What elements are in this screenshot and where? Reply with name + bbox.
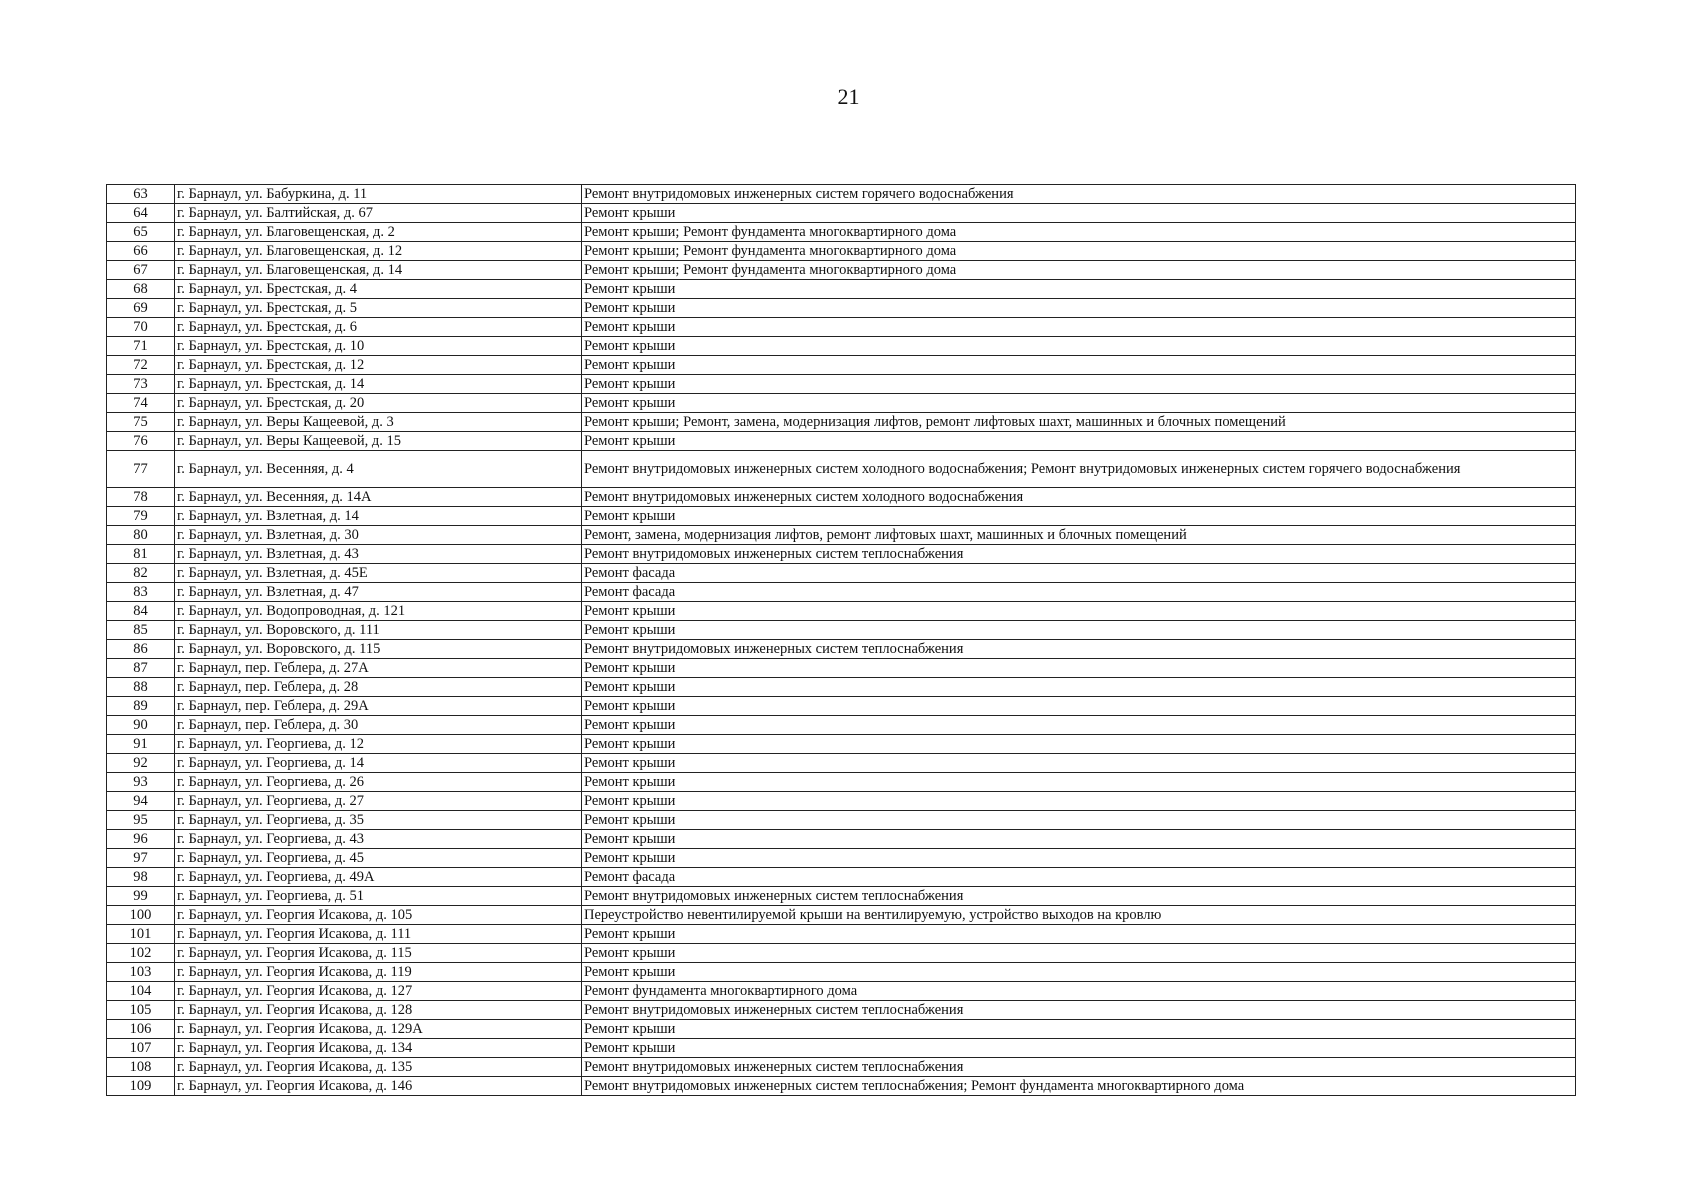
row-address: г. Барнаул, ул. Георгиева, д. 12 [175, 735, 582, 754]
table-row [107, 545, 1576, 564]
row-address: г. Барнаул, ул. Георгия Исакова, д. 127 [175, 982, 582, 1001]
table-row [107, 394, 1576, 413]
repair-register-table [106, 184, 1576, 1096]
row-work-type: Ремонт крыши [582, 754, 1576, 773]
table-row [107, 925, 1576, 944]
row-work-type: Ремонт крыши [582, 830, 1576, 849]
table-row [107, 337, 1576, 356]
row-address: г. Барнаул, ул. Веры Кащеевой, д. 15 [175, 432, 582, 451]
row-number: 103 [107, 963, 175, 982]
row-number: 88 [107, 678, 175, 697]
table-row [107, 1020, 1576, 1039]
row-address: г. Барнаул, ул. Георгиева, д. 43 [175, 830, 582, 849]
table-row [107, 602, 1576, 621]
row-work-type: Ремонт внутридомовых инженерных систем холодного водоснабжения; Ремонт внутридомовых инженерных систем горячего водоснабжения [582, 451, 1576, 488]
table-row [107, 564, 1576, 583]
table-row [107, 451, 1576, 488]
row-number: 72 [107, 356, 175, 375]
row-number: 89 [107, 697, 175, 716]
table-row [107, 280, 1576, 299]
row-work-type: Ремонт внутридомовых инженерных систем теплоснабжения [582, 640, 1576, 659]
row-number: 108 [107, 1058, 175, 1077]
table-row [107, 242, 1576, 261]
table-row [107, 204, 1576, 223]
row-number: 85 [107, 621, 175, 640]
table-body [107, 185, 1576, 1096]
row-number: 87 [107, 659, 175, 678]
row-number: 81 [107, 545, 175, 564]
row-address: г. Барнаул, ул. Георгиева, д. 14 [175, 754, 582, 773]
row-number: 96 [107, 830, 175, 849]
row-number: 102 [107, 944, 175, 963]
row-address: г. Барнаул, ул. Взлетная, д. 30 [175, 526, 582, 545]
row-address: г. Барнаул, ул. Георгия Исакова, д. 129А [175, 1020, 582, 1039]
row-address: г. Барнаул, ул. Балтийская, д. 67 [175, 204, 582, 223]
row-address: г. Барнаул, ул. Брестская, д. 12 [175, 356, 582, 375]
table-row [107, 1001, 1576, 1020]
row-address: г. Барнаул, пер. Геблера, д. 27А [175, 659, 582, 678]
row-address: г. Барнаул, ул. Георгиева, д. 45 [175, 849, 582, 868]
row-work-type: Ремонт внутридомовых инженерных систем холодного водоснабжения [582, 488, 1576, 507]
row-address: г. Барнаул, ул. Георгия Исакова, д. 119 [175, 963, 582, 982]
row-number: 107 [107, 1039, 175, 1058]
row-work-type: Ремонт крыши [582, 375, 1576, 394]
row-number: 65 [107, 223, 175, 242]
table-row [107, 849, 1576, 868]
row-address: г. Барнаул, ул. Брестская, д. 5 [175, 299, 582, 318]
row-number: 79 [107, 507, 175, 526]
table-row [107, 318, 1576, 337]
table-row [107, 944, 1576, 963]
table-row [107, 811, 1576, 830]
table-row [107, 526, 1576, 545]
row-address: г. Барнаул, ул. Взлетная, д. 47 [175, 583, 582, 602]
table-row [107, 963, 1576, 982]
row-work-type: Ремонт крыши [582, 697, 1576, 716]
row-number: 75 [107, 413, 175, 432]
table-row [107, 1077, 1576, 1096]
table-row [107, 659, 1576, 678]
row-number: 109 [107, 1077, 175, 1096]
row-address: г. Барнаул, пер. Геблера, д. 30 [175, 716, 582, 735]
table-row [107, 868, 1576, 887]
table-row [107, 887, 1576, 906]
row-address: г. Барнаул, ул. Георгия Исакова, д. 115 [175, 944, 582, 963]
row-number: 105 [107, 1001, 175, 1020]
row-work-type: Ремонт крыши [582, 602, 1576, 621]
table-row [107, 982, 1576, 1001]
row-number: 66 [107, 242, 175, 261]
row-number: 70 [107, 318, 175, 337]
row-work-type: Переустройство невентилируемой крыши на вентилируемую, устройство выходов на кровлю [582, 906, 1576, 925]
row-number: 106 [107, 1020, 175, 1039]
row-number: 98 [107, 868, 175, 887]
row-address: г. Барнаул, ул. Георгия Исакова, д. 128 [175, 1001, 582, 1020]
row-work-type: Ремонт крыши [582, 318, 1576, 337]
row-work-type: Ремонт внутридомовых инженерных систем теплоснабжения [582, 1058, 1576, 1077]
row-address: г. Барнаул, ул. Взлетная, д. 45Е [175, 564, 582, 583]
table-row [107, 299, 1576, 318]
row-address: г. Барнаул, ул. Весенняя, д. 14А [175, 488, 582, 507]
row-work-type: Ремонт крыши [582, 773, 1576, 792]
row-number: 99 [107, 887, 175, 906]
row-address: г. Барнаул, ул. Брестская, д. 14 [175, 375, 582, 394]
row-address: г. Барнаул, пер. Геблера, д. 29А [175, 697, 582, 716]
row-number: 69 [107, 299, 175, 318]
row-number: 71 [107, 337, 175, 356]
row-work-type: Ремонт внутридомовых инженерных систем теплоснабжения [582, 887, 1576, 906]
row-address: г. Барнаул, ул. Георгия Исакова, д. 105 [175, 906, 582, 925]
row-number: 104 [107, 982, 175, 1001]
row-number: 97 [107, 849, 175, 868]
row-address: г. Барнаул, ул. Георгия Исакова, д. 134 [175, 1039, 582, 1058]
table-row [107, 261, 1576, 280]
row-address: г. Барнаул, ул. Веры Кащеевой, д. 3 [175, 413, 582, 432]
table-row [107, 773, 1576, 792]
row-work-type: Ремонт фасада [582, 868, 1576, 887]
table-row [107, 488, 1576, 507]
row-number: 77 [107, 451, 175, 488]
row-address: г. Барнаул, ул. Благовещенская, д. 12 [175, 242, 582, 261]
table-row [107, 716, 1576, 735]
row-work-type: Ремонт крыши [582, 621, 1576, 640]
row-number: 82 [107, 564, 175, 583]
row-number: 67 [107, 261, 175, 280]
row-work-type: Ремонт внутридомовых инженерных систем теплоснабжения [582, 1001, 1576, 1020]
row-number: 100 [107, 906, 175, 925]
row-work-type: Ремонт фасада [582, 564, 1576, 583]
row-number: 68 [107, 280, 175, 299]
row-work-type: Ремонт крыши [582, 963, 1576, 982]
table-row [107, 583, 1576, 602]
row-work-type: Ремонт крыши [582, 792, 1576, 811]
row-address: г. Барнаул, ул. Благовещенская, д. 2 [175, 223, 582, 242]
row-work-type: Ремонт крыши; Ремонт, замена, модернизация лифтов, ремонт лифтовых шахт, машинных и блочных помещений [582, 413, 1576, 432]
table-row [107, 185, 1576, 204]
row-address: г. Барнаул, ул. Георгиева, д. 27 [175, 792, 582, 811]
table-row [107, 830, 1576, 849]
table-row [107, 792, 1576, 811]
table-row [107, 754, 1576, 773]
row-address: г. Барнаул, ул. Брестская, д. 4 [175, 280, 582, 299]
row-work-type: Ремонт крыши; Ремонт фундамента многоквартирного дома [582, 223, 1576, 242]
table-row [107, 1058, 1576, 1077]
table-row [107, 223, 1576, 242]
row-address: г. Барнаул, ул. Георгия Исакова, д. 135 [175, 1058, 582, 1077]
table-row [107, 432, 1576, 451]
row-work-type: Ремонт крыши [582, 735, 1576, 754]
row-work-type: Ремонт крыши [582, 394, 1576, 413]
row-address: г. Барнаул, ул. Брестская, д. 6 [175, 318, 582, 337]
row-address: г. Барнаул, ул. Весенняя, д. 4 [175, 451, 582, 488]
row-work-type: Ремонт крыши [582, 716, 1576, 735]
row-work-type: Ремонт крыши [582, 280, 1576, 299]
row-number: 94 [107, 792, 175, 811]
row-work-type: Ремонт внутридомовых инженерных систем теплоснабжения; Ремонт фундамента многоквартирного дома [582, 1077, 1576, 1096]
row-work-type: Ремонт фасада [582, 583, 1576, 602]
row-address: г. Барнаул, ул. Водопроводная, д. 121 [175, 602, 582, 621]
table-row [107, 621, 1576, 640]
row-address: г. Барнаул, ул. Георгия Исакова, д. 146 [175, 1077, 582, 1096]
page-number: 21 [837, 84, 860, 109]
row-address: г. Барнаул, ул. Брестская, д. 20 [175, 394, 582, 413]
row-work-type: Ремонт фундамента многоквартирного дома [582, 982, 1576, 1001]
row-work-type: Ремонт крыши [582, 337, 1576, 356]
row-work-type: Ремонт крыши [582, 944, 1576, 963]
row-address: г. Барнаул, ул. Бабуркина, д. 11 [175, 185, 582, 204]
row-number: 84 [107, 602, 175, 621]
row-address: г. Барнаул, ул. Георгиева, д. 35 [175, 811, 582, 830]
table-row [107, 735, 1576, 754]
table-row [107, 507, 1576, 526]
row-address: г. Барнаул, ул. Георгиева, д. 51 [175, 887, 582, 906]
row-address: г. Барнаул, ул. Георгиева, д. 49А [175, 868, 582, 887]
row-number: 78 [107, 488, 175, 507]
row-work-type: Ремонт крыши; Ремонт фундамента многоквартирного дома [582, 242, 1576, 261]
row-work-type: Ремонт крыши [582, 356, 1576, 375]
row-address: г. Барнаул, пер. Геблера, д. 28 [175, 678, 582, 697]
row-work-type: Ремонт внутридомовых инженерных систем горячего водоснабжения [582, 185, 1576, 204]
row-number: 91 [107, 735, 175, 754]
row-address: г. Барнаул, ул. Георгия Исакова, д. 111 [175, 925, 582, 944]
row-work-type: Ремонт крыши [582, 659, 1576, 678]
row-number: 74 [107, 394, 175, 413]
row-number: 95 [107, 811, 175, 830]
row-number: 83 [107, 583, 175, 602]
row-work-type: Ремонт крыши; Ремонт фундамента многоквартирного дома [582, 261, 1576, 280]
row-work-type: Ремонт крыши [582, 678, 1576, 697]
row-number: 63 [107, 185, 175, 204]
row-number: 92 [107, 754, 175, 773]
table-row [107, 697, 1576, 716]
row-address: г. Барнаул, ул. Георгиева, д. 26 [175, 773, 582, 792]
row-address: г. Барнаул, ул. Воровского, д. 115 [175, 640, 582, 659]
row-work-type: Ремонт крыши [582, 811, 1576, 830]
row-number: 101 [107, 925, 175, 944]
row-work-type: Ремонт крыши [582, 849, 1576, 868]
row-work-type: Ремонт крыши [582, 204, 1576, 223]
row-work-type: Ремонт крыши [582, 1020, 1576, 1039]
row-address: г. Барнаул, ул. Брестская, д. 10 [175, 337, 582, 356]
row-address: г. Барнаул, ул. Взлетная, д. 14 [175, 507, 582, 526]
row-work-type: Ремонт крыши [582, 925, 1576, 944]
table-row [107, 678, 1576, 697]
row-work-type: Ремонт, замена, модернизация лифтов, ремонт лифтовых шахт, машинных и блочных помещений [582, 526, 1576, 545]
row-number: 86 [107, 640, 175, 659]
row-address: г. Барнаул, ул. Взлетная, д. 43 [175, 545, 582, 564]
table-row [107, 375, 1576, 394]
row-number: 76 [107, 432, 175, 451]
row-number: 80 [107, 526, 175, 545]
row-number: 64 [107, 204, 175, 223]
row-work-type: Ремонт внутридомовых инженерных систем теплоснабжения [582, 545, 1576, 564]
row-work-type: Ремонт крыши [582, 507, 1576, 526]
table-row [107, 356, 1576, 375]
row-number: 73 [107, 375, 175, 394]
table-row [107, 640, 1576, 659]
row-address: г. Барнаул, ул. Благовещенская, д. 14 [175, 261, 582, 280]
row-address: г. Барнаул, ул. Воровского, д. 111 [175, 621, 582, 640]
table-row [107, 906, 1576, 925]
table-row [107, 413, 1576, 432]
row-work-type: Ремонт крыши [582, 432, 1576, 451]
row-number: 93 [107, 773, 175, 792]
table-row [107, 1039, 1576, 1058]
row-work-type: Ремонт крыши [582, 1039, 1576, 1058]
row-work-type: Ремонт крыши [582, 299, 1576, 318]
row-number: 90 [107, 716, 175, 735]
